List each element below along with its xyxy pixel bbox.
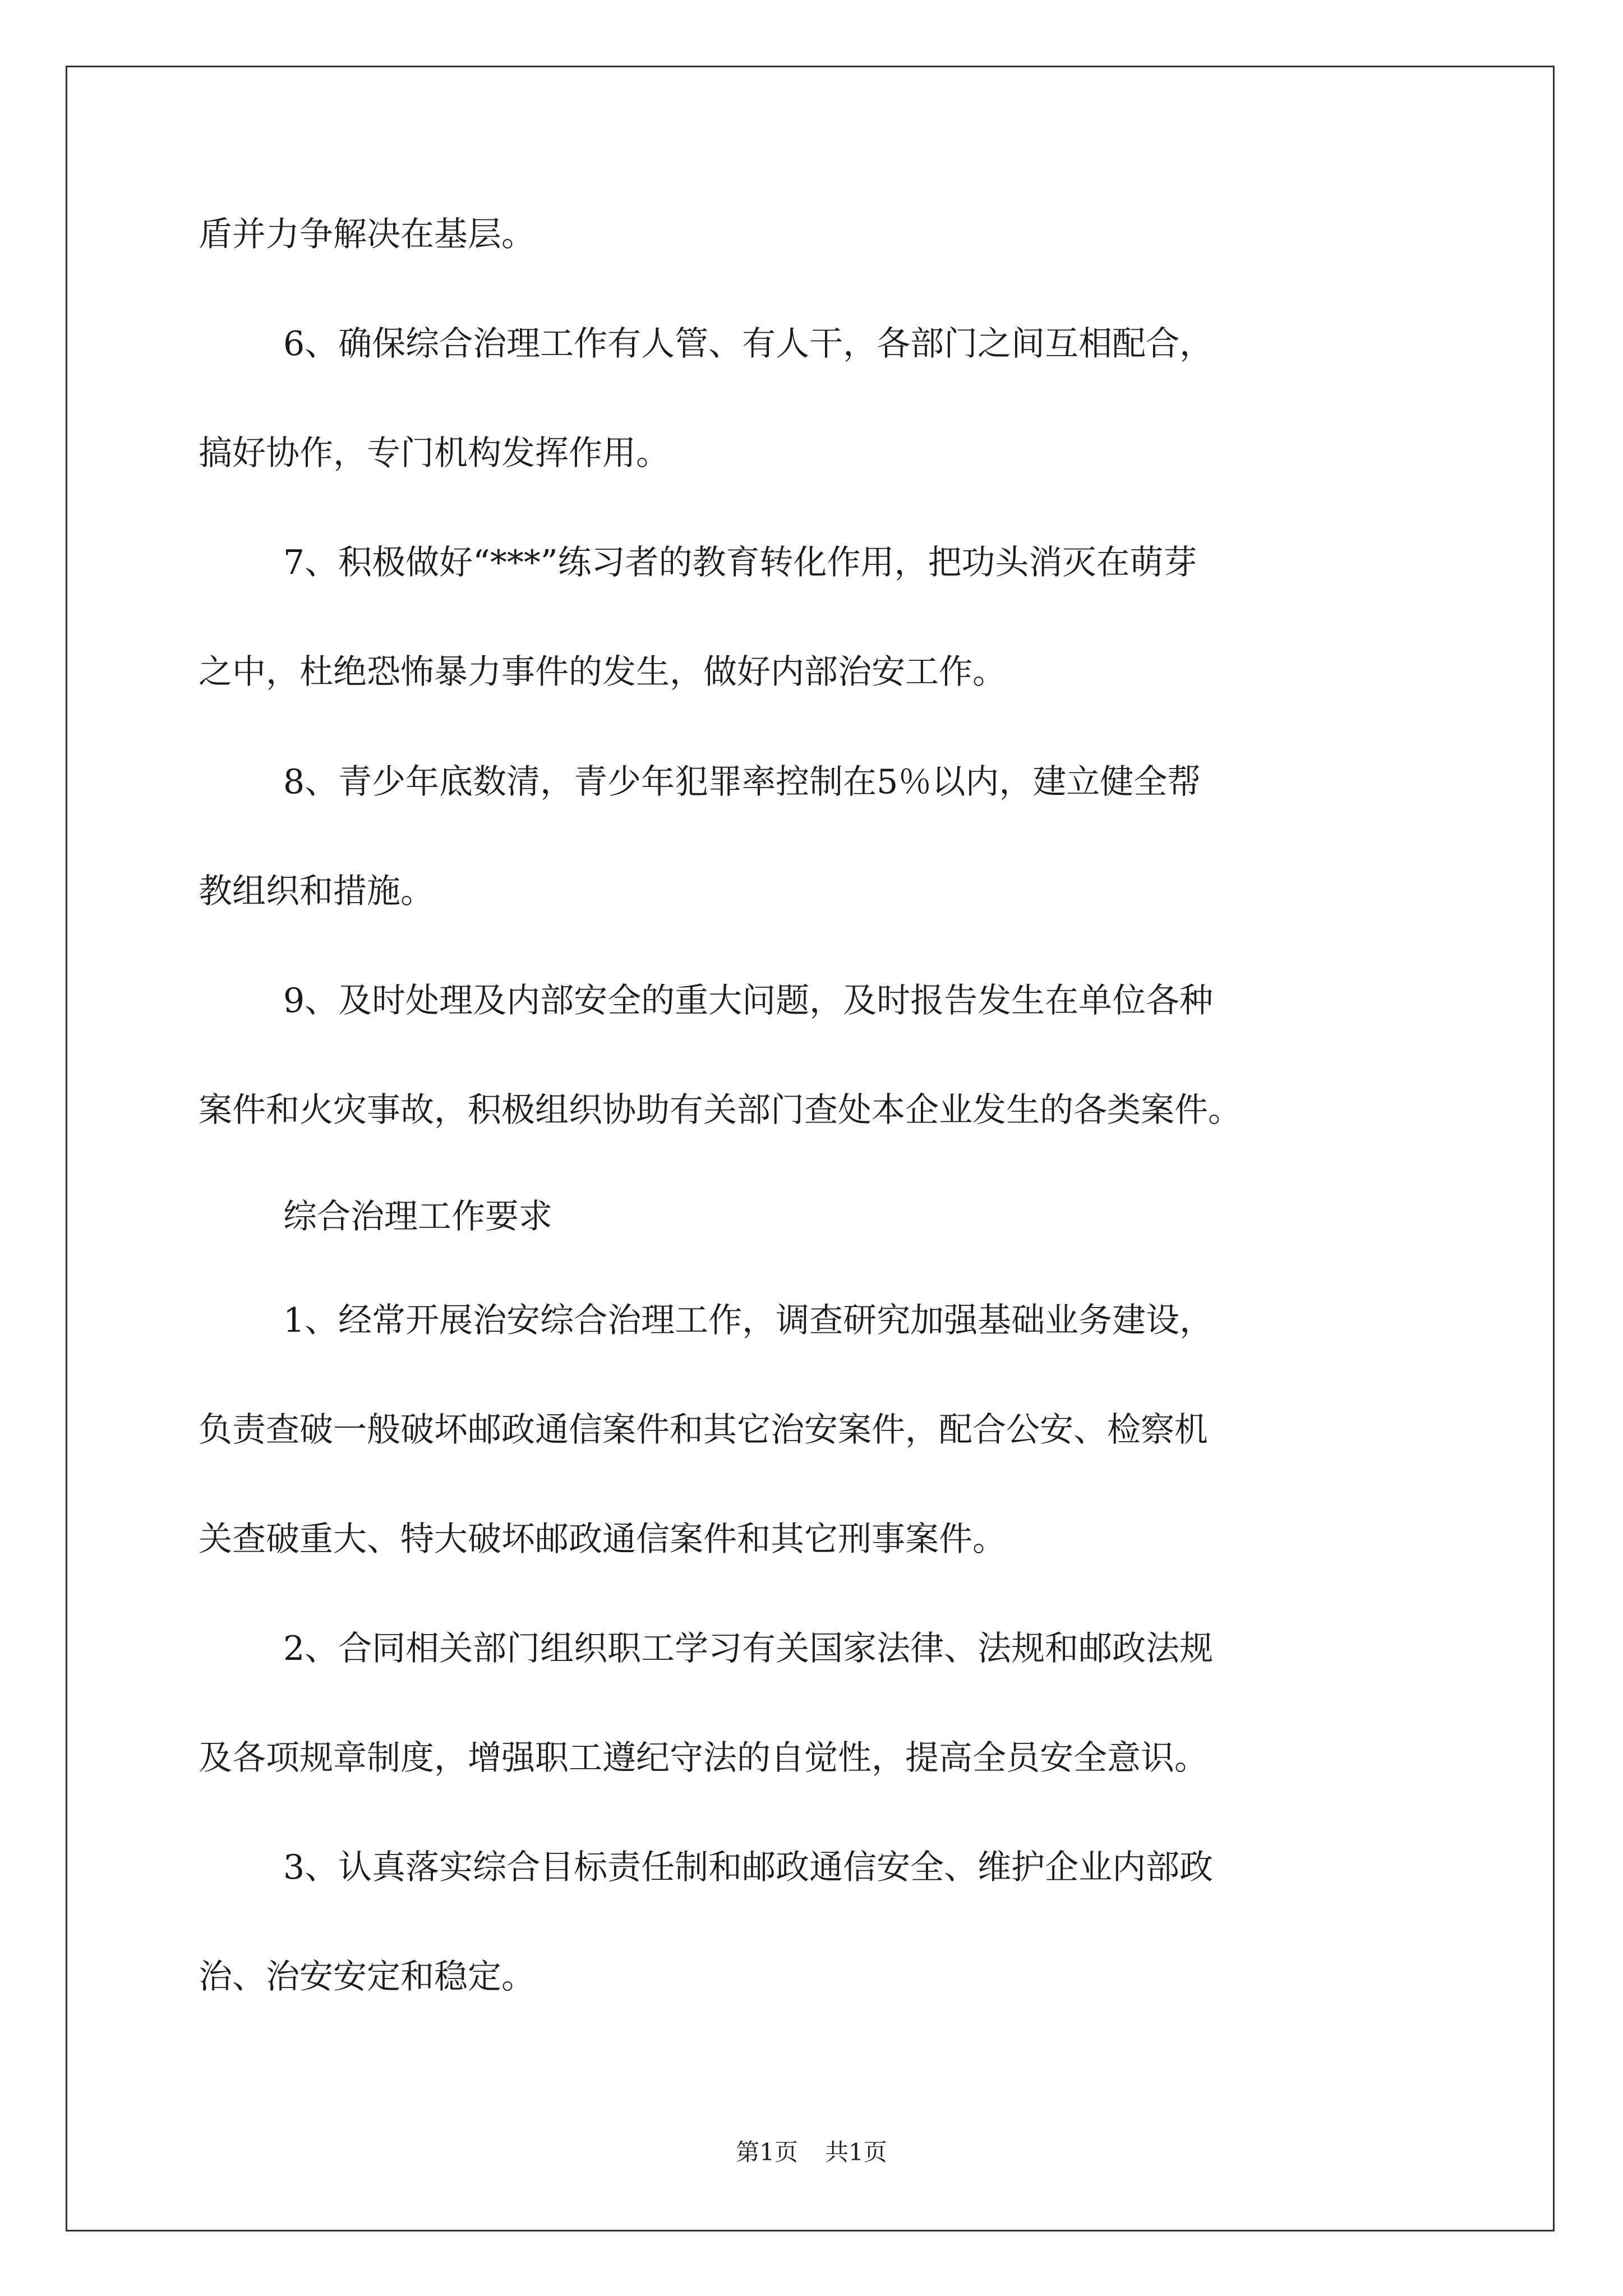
paragraph-line: 9、及时处理及内部安全的重大问题，及时报告发生在单位各种 [283, 981, 1214, 1020]
paragraph-line: 案件和火灾事故，积极组织协助有关部门查处本企业发生的各类案件。 [199, 1091, 1242, 1130]
paragraph-line: 1、经常开展治安综合治理工作，调查研究加强基础业务建设， [283, 1301, 1214, 1340]
paragraph-line: 教组织和措施。 [199, 872, 434, 911]
page-number: 第1页 [736, 2138, 798, 2166]
paragraph-line: 之中，杜绝恐怖暴力事件的发生，做好内部治安工作。 [199, 652, 1006, 692]
paragraph-line: 8、青少年底数清，青少年犯罪率控制在5％以内，建立健全帮 [283, 762, 1201, 802]
paragraph-line: 7、积极做好“***”练习者的教育转化作用，把功头消灭在萌芽 [283, 543, 1197, 582]
paragraph-line: 盾并力争解决在基层。 [199, 215, 535, 254]
section-heading: 综合治理工作要求 [283, 1197, 552, 1236]
paragraph-line: 搞好协作，专门机构发挥作用。 [199, 434, 670, 473]
paragraph-line: 3、认真落实综合目标责任制和邮政通信安全、维护企业内部政 [283, 1848, 1214, 1887]
page-border [66, 66, 1555, 2231]
paragraph-line: 负责查破一般破坏邮政通信案件和其它治安案件，配合公安、检察机 [199, 1410, 1208, 1450]
paragraph-line: 及各项规章制度，增强职工遵纪守法的自觉性，提高全员安全意识。 [199, 1738, 1208, 1778]
page-total: 共1页 [825, 2138, 887, 2166]
paragraph-line: 2、合同相关部门组织职工学习有关国家法律、法规和邮政法规 [283, 1629, 1214, 1668]
paragraph-line: 治、治安安定和稳定。 [199, 1957, 535, 1996]
paragraph-line: 6、确保综合治理工作有人管、有人干，各部门之间互相配合， [283, 324, 1214, 364]
paragraph-line: 关查破重大、特大破坏邮政通信案件和其它刑事案件。 [199, 1520, 1006, 1559]
page-footer [0, 2137, 1623, 2168]
